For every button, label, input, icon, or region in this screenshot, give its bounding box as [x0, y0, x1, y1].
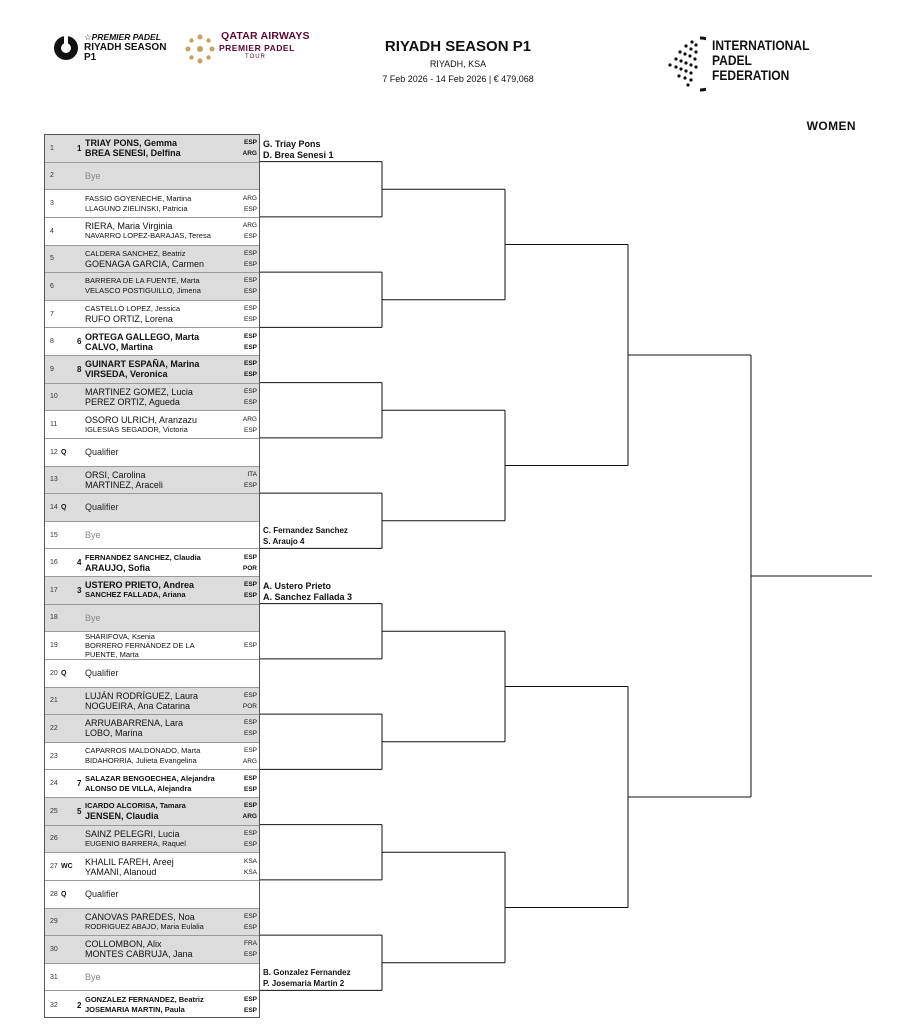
seed-number: 6: [77, 337, 82, 347]
player-nationality: ESP: [243, 205, 257, 213]
player-name: BORRERO FERNÁNDEZ DE LA: [85, 641, 195, 650]
draw-position: 5: [50, 255, 54, 263]
player-nationality: ESP: [243, 426, 257, 434]
qualifier-label: Qualifier: [85, 889, 119, 900]
player-name: ALONSO DE VILLA, Alejandra: [85, 783, 192, 793]
player-nationality: ESP: [243, 923, 257, 931]
player-name: SANCHEZ FALLADA, Ariana: [85, 590, 186, 600]
player-name: BREA SENESI, Delfina: [85, 148, 181, 159]
seed-number: 3: [77, 585, 82, 595]
round-two-player: D. Brea Senesi 1: [263, 149, 334, 160]
player-name: BARRERA DE LA FUENTE, Marta: [85, 276, 200, 286]
player-name: ARAUJO, Sofia: [85, 562, 151, 573]
draw-position: 16: [50, 559, 58, 567]
draw-position: 8: [50, 338, 54, 346]
player-nationality: ESP: [243, 398, 257, 406]
player-nationality: ESP: [243, 996, 257, 1004]
player-name: NAVARRO LOPEZ-BARAJAS, Teresa: [85, 231, 211, 241]
player-name: SHARIFOVA, Ksenia: [85, 632, 155, 642]
player-name: ORTEGA GALLEGO, Marta: [85, 331, 200, 342]
round-two-player: G. Triay Pons: [263, 138, 321, 149]
player-name: PEREZ ORTIZ, Agueda: [85, 396, 180, 407]
player-name: BIDAHORRIA, Julieta Evangelina: [85, 756, 197, 766]
player-nationality: ESP: [243, 249, 257, 257]
player-nationality: POR: [242, 702, 257, 710]
player-nationality: ESP: [243, 802, 257, 810]
qualifier-label: Qualifier: [85, 502, 119, 513]
ipf-line-2: PADEL: [712, 52, 752, 68]
player-nationality: FRA: [244, 940, 257, 948]
ipf-line-1: INTERNATIONAL: [712, 37, 810, 53]
player-name: CASTELLO LOPEZ, Jessica: [85, 304, 181, 314]
entry-type: Q: [61, 503, 67, 511]
player-nationality: ESP: [243, 360, 257, 368]
draw-position: 30: [50, 945, 58, 953]
player-nationality: ESP: [243, 481, 257, 489]
player-nationality: ESP: [243, 233, 257, 241]
entry-type: WC: [61, 863, 73, 871]
draw-position: 11: [50, 421, 58, 429]
seed-number: 7: [77, 779, 82, 789]
player-nationality: ESP: [243, 332, 257, 340]
player-name: EUGENIO BARRERA, Raquel: [85, 838, 186, 848]
player-name: TRIAY PONS, Gemma: [85, 138, 178, 149]
player-name: OSORO ULRICH, Aranzazu: [85, 414, 198, 425]
draw-position: 18: [50, 614, 58, 622]
player-nationality: ESP: [243, 747, 257, 755]
seed-number: 8: [77, 364, 82, 374]
player-name: CALVO, Martina: [85, 341, 153, 352]
player-name: VIRSEDA, Veronica: [85, 369, 168, 380]
player-nationality: ESP: [243, 840, 257, 848]
player-name: RUFO ORTIZ, Lorena: [85, 314, 173, 325]
player-nationality: ESP: [243, 305, 257, 313]
draw-position: 13: [50, 476, 58, 484]
draw-position: 3: [50, 200, 54, 208]
player-name: PUENTE, Marta: [85, 650, 139, 659]
player-nationality: ITA: [247, 470, 257, 478]
tournament-dates-prize: 7 Feb 2026 - 14 Feb 2026 | € 479,068: [382, 74, 534, 84]
seed-number: 5: [77, 806, 82, 816]
player-name: FERNANDEZ SANCHEZ, Claudia: [85, 552, 201, 562]
draw-position: 17: [50, 586, 58, 594]
qualifier-label: Qualifier: [85, 668, 119, 679]
draw-position: 9: [50, 365, 54, 373]
player-name: CALDERA SANCHEZ, Beatriz: [85, 248, 186, 258]
seed-number: 4: [77, 558, 82, 568]
tournament-title: RIYADH SEASON P1: [384, 38, 532, 55]
draw-position: 4: [50, 227, 54, 235]
player-name: USTERO PRIETO, Andrea: [85, 580, 195, 591]
draw-position: 7: [50, 310, 54, 318]
entry-type: Q: [61, 448, 67, 456]
logo-line-2: RIYADH SEASON: [84, 41, 167, 53]
draw-position: 26: [50, 835, 58, 843]
player-name: FASSIO GOYENECHE, Martina: [85, 193, 192, 203]
draw-position: 21: [50, 697, 58, 705]
player-nationality: ESP: [243, 260, 257, 268]
draw-position: 14: [50, 503, 58, 511]
player-nationality: ESP: [243, 719, 257, 727]
draw-position: 2: [50, 172, 54, 180]
player-name: LOBO, Marina: [85, 728, 143, 739]
round-two-player: B. Gonzalez Fernandez: [263, 968, 351, 978]
category-label: WOMEN: [806, 119, 856, 133]
round-two-player: A. Ustero Prieto: [263, 580, 332, 591]
player-nationality: ESP: [243, 553, 257, 561]
draw-position: 15: [50, 531, 58, 539]
player-nationality: ESP: [243, 387, 257, 395]
player-nationality: ARG: [242, 222, 257, 230]
player-nationality: ESP: [243, 730, 257, 738]
player-name: SALAZAR BENGOECHEA, Alejandra: [85, 773, 215, 783]
draw-position: 32: [50, 1001, 58, 1009]
seed-number: 1: [77, 143, 82, 153]
player-nationality: KSA: [243, 868, 257, 876]
player-name: GOENAGA GARCIA, Carmen: [85, 258, 205, 269]
player-name: ICARDO ALCORISA, Tamara: [85, 801, 186, 811]
player-name: KHALIL FAREH, Areej: [85, 856, 174, 867]
player-name: YAMANI, Alanoud: [85, 866, 157, 877]
player-nationality: ARG: [242, 813, 257, 821]
draw-position: 19: [50, 642, 58, 650]
player-nationality: KSA: [243, 857, 257, 865]
bye-label: Bye: [85, 972, 101, 983]
player-name: MARTINEZ GOMEZ, Lucia: [85, 386, 193, 397]
qualifier-label: Qualifier: [85, 447, 119, 458]
player-nationality: ESP: [243, 951, 257, 959]
player-nationality: ESP: [243, 829, 257, 837]
tournament-location: RIYADH, KSA: [429, 59, 487, 69]
player-nationality: ESP: [243, 343, 257, 351]
logo-line-3: P1: [84, 52, 97, 63]
player-nationality: ESP: [243, 642, 257, 650]
round-two-player: A. Sanchez Fallada 3: [263, 591, 353, 602]
player-name: LUJÁN RODRÍGUEZ, Laura: [85, 690, 199, 701]
seed-number: 2: [77, 1000, 82, 1010]
draw-position: 10: [50, 393, 58, 401]
player-name: JOSEMARIA MARTIN, Paula: [85, 1005, 185, 1015]
player-nationality: ESP: [243, 1007, 257, 1015]
player-name: JENSEN, Claudia: [85, 811, 159, 822]
player-nationality: ESP: [243, 785, 257, 793]
player-name: SAINZ PELEGRI, Lucia: [85, 828, 180, 839]
tour-text: TOUR: [245, 54, 266, 60]
entry-type: Q: [61, 669, 67, 677]
player-nationality: ESP: [243, 912, 257, 920]
player-nationality: ARG: [242, 415, 257, 423]
player-name: NOGUEIRA, Ana Catarina: [85, 700, 191, 711]
draw-position: 1: [50, 144, 54, 152]
player-nationality: ESP: [243, 774, 257, 782]
player-name: COLLOMBON, Alix: [85, 939, 162, 950]
logo-line-1: ☆PREMIER PADEL: [84, 32, 161, 42]
player-nationality: ARG: [242, 150, 257, 158]
player-name: IGLESIAS SEGADOR, Victoria: [85, 424, 188, 434]
player-name: RODRIGUEZ ABAJO, Maria Eulalia: [85, 921, 204, 931]
player-nationality: ESP: [243, 691, 257, 699]
draw-position: 28: [50, 890, 58, 898]
player-nationality: ARG: [242, 194, 257, 202]
ipf-line-3: FEDERATION: [712, 67, 790, 83]
draw-position: 29: [50, 918, 58, 926]
bye-label: Bye: [85, 530, 101, 541]
player-nationality: ESP: [243, 288, 257, 296]
player-name: ORSI, Carolina: [85, 469, 146, 480]
round-two-player: P. Josemaria Martin 2: [263, 979, 345, 989]
player-nationality: ESP: [243, 277, 257, 285]
player-name: MARTINEZ, Araceli: [85, 479, 163, 490]
draw-position: 22: [50, 724, 58, 732]
player-name: CAPARROS MALDONADO, Marta: [85, 746, 201, 756]
player-nationality: ESP: [243, 139, 257, 147]
player-nationality: ARG: [242, 758, 257, 766]
player-name: LLAGUNO ZIELINSKI, Patricia: [85, 203, 188, 213]
draw-position: 24: [50, 780, 58, 788]
draw-position: 20: [50, 669, 58, 677]
player-nationality: ESP: [243, 316, 257, 324]
entry-type: Q: [61, 890, 67, 898]
qatar-airways-text: QATAR AIRWAYS: [221, 30, 310, 42]
player-name: GUINART ESPAÑA, Marina: [85, 359, 200, 370]
player-name: MONTES CABRUJA, Jana: [85, 949, 193, 960]
draw-position: 6: [50, 282, 54, 290]
draw-position: 27: [50, 863, 58, 871]
player-name: RIERA, Maria Virginia: [85, 221, 173, 232]
player-name: CANOVAS PAREDES, Noa: [85, 911, 195, 922]
premier-padel-text: PREMIER PADEL: [219, 43, 295, 53]
draw-position: 23: [50, 752, 58, 760]
bye-label: Bye: [85, 612, 101, 623]
bye-label: Bye: [85, 170, 101, 181]
draw-position: 12: [50, 448, 58, 456]
draw-position: 31: [50, 973, 58, 981]
player-nationality: ESP: [243, 581, 257, 589]
player-name: ARRUABARRENA, Lara: [85, 718, 184, 729]
player-name: VELASCO POSTIGUILLO, Jimena: [85, 286, 201, 296]
player-nationality: ESP: [243, 371, 257, 379]
draw-position: 25: [50, 807, 58, 815]
player-nationality: ESP: [243, 592, 257, 600]
player-nationality: POR: [242, 564, 257, 572]
round-two-player: S. Araujo 4: [263, 537, 305, 547]
round-two-player: C. Fernandez Sanchez: [263, 526, 348, 536]
player-name: GONZALEZ FERNANDEZ, Beatriz: [85, 995, 204, 1005]
